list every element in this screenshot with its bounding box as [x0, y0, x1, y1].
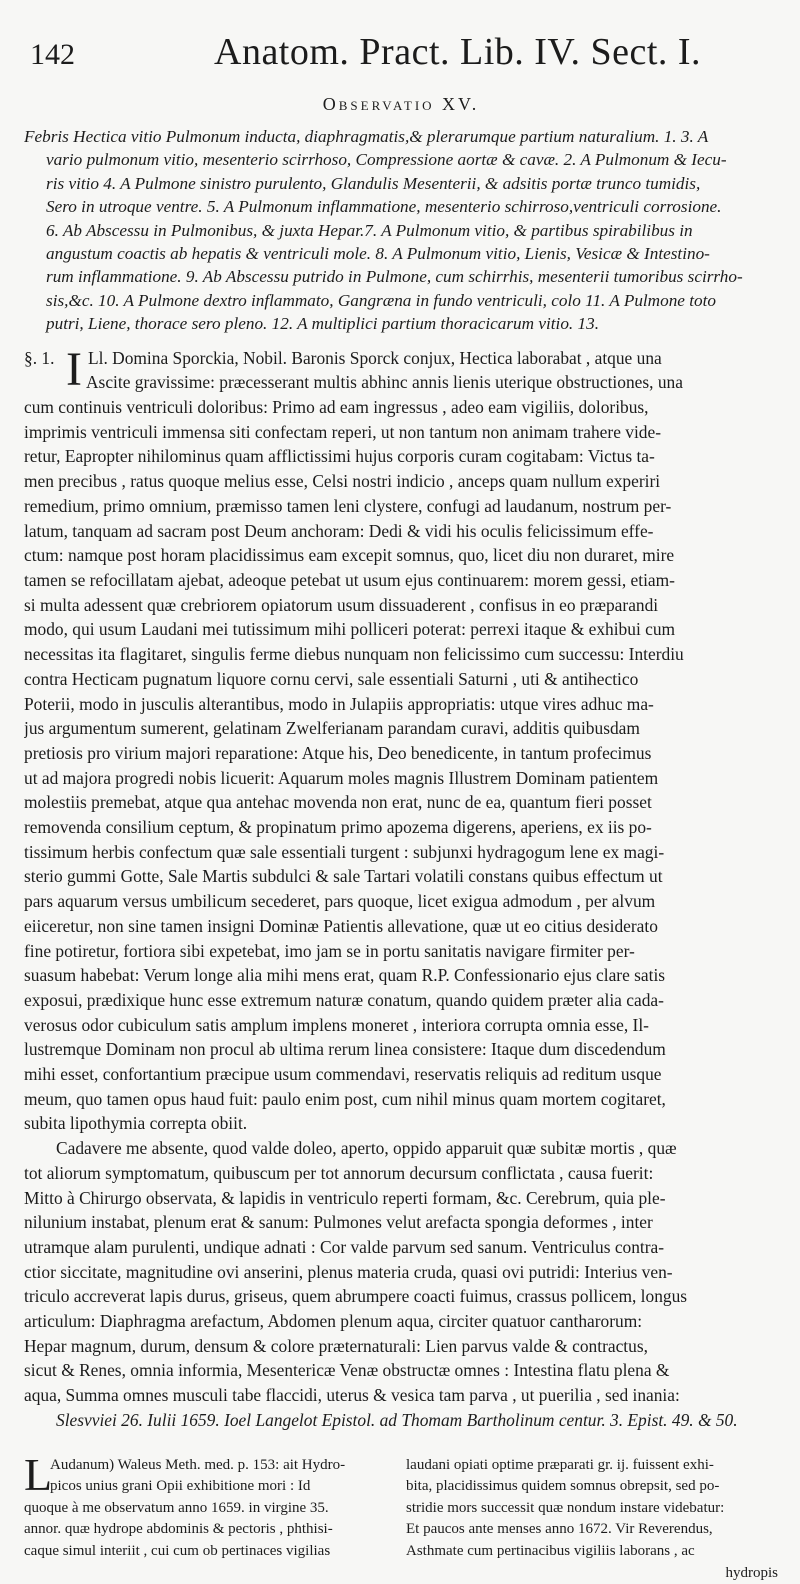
text-line: ut ad majora progredi nobis licuerit: Aquarum moles magnis Illustrem Dominam patientem — [24, 767, 659, 788]
text-line: Ll. Domina Sporckia, Nobil. Baronis Sporck conjux, Hectica laborabat , atque una — [88, 347, 662, 368]
text-line: meum, quo tamen opus haud fuit: paulo enim post, cum nihil minus quam mortem cogitaret, — [24, 1088, 666, 1109]
text-line: Cadavere me absente, quod valde doleo, aperto, oppido apparuit quæ subitæ mortis , quæ — [56, 1138, 677, 1159]
text-line: modo, qui usum Laudani mei tutissimum mihi polliceri poterat: perrexi itaque & exhibui cum — [24, 619, 676, 640]
text-line: laudani opiati optime præparati gr. ij. fuissent exhi- — [406, 1456, 714, 1473]
text-line: vario pulmonum vitio, mesenterio scirrhoso, Compressione aortæ & cavæ. 2. A Pulmonum & Iecu- — [46, 150, 727, 170]
text-line: tamen se refocillatam ajebat, adeoque petebat ut usum ejus continuarem: morem gessi, etiam- — [24, 569, 675, 590]
text-line: Audanum) Waleus Meth. med. p. 153: ait Hydro- — [50, 1456, 346, 1473]
text-line: Et paucos ante menses anno 1672. Vir Reverendus, — [406, 1521, 713, 1538]
text-line: nilunium instabat, plenum erat & sanum: Pulmones velut arefacta spongia deformes , inter — [24, 1212, 653, 1233]
catchword: hydropis — [725, 1564, 778, 1581]
text-line: Ascite gravissime: præcesserant multis abhinc annis lienis uterique obstructiones, una — [86, 372, 683, 393]
footnote-drop-cap: L — [24, 1448, 53, 1500]
text-line: sicut & Renes, omnia informia, Mesentericæ Venæ obstructæ omnes : Intestina flatu plena & — [24, 1360, 670, 1381]
text-line: suasum habebat: Verum longe alia mihi mens erat, quam R.P. Confessionario ejus clare satis — [24, 965, 666, 986]
text-line: triculo accreverat lapis durus, griseus, quem abrumpere coacti fuimus, crassus pollicem, longus — [24, 1286, 688, 1307]
text-line: fine potiretur, fortiora sibi expetebat, imo jam se in portu sanitatis navigare firmiter per- — [24, 940, 635, 961]
text-line: rum inflammatione. 9. Ab Abscessu putrido in Pulmone, cum schirrhis, mesenterii tumoribus scirrho- — [46, 267, 743, 287]
text-line: articulum: Diaphragma arefactum, Abdomen plenum aqua, circiter quatuor cantharorum: — [24, 1311, 643, 1332]
running-title: Anatom. Pract. Lib. IV. Sect. I. — [214, 31, 702, 73]
text-line: sterio gummi Gotte, Sale Martis subdulci & sale Tartari volatili constans quibus effectum ut — [24, 866, 663, 887]
text-line: necessitas ita flagitaret, singulis ferme diebus nunquam non felicissimo cum successu: Interdiu — [24, 644, 684, 665]
footnote-left-column — [24, 1448, 396, 1584]
text-line: si multa adessent quæ crebriorem opiatorum usum dissuaderent , confisus in eo præparandi — [24, 594, 659, 615]
text-line: eiiceretur, non sine tamen insigni Dominæ Patientis allevatione, quæ ut eo citius desiderato — [24, 915, 658, 936]
text-line: utramque alam purulenti, undique adnati : Cor valde parvum sed sanum. Ventriculus contra- — [24, 1236, 665, 1257]
observation-heading: Observatio XV. — [322, 94, 480, 114]
text-line: cum continuis ventriculi doloribus: Primo ad eam ingressus , adeo eam vigiliis, doloribus, — [24, 397, 649, 418]
text-line: angustum coactis ab hepatis & ventriculi mole. 8. A Pulmonum vitio, Lienis, Vesicæ & Intestino- — [46, 244, 710, 264]
text-line: ris vitio 4. A Pulmone sinistro purulento, Glandulis Mesenterii, & adsitis portæ trunco tumidis, — [46, 173, 701, 193]
observation-summary — [24, 125, 778, 336]
text-line: verosus odor cubiculum satis amplum implens moneret , interiora corrupta omnia esse, Il- — [24, 1014, 649, 1035]
text-line: removenda consilium ceptum, & propinatum primo apozema digerens, aperiens, ex iis po- — [24, 817, 652, 838]
text-line: exposui, prædixique hunc esse extremum naturæ conatum, quando quidem præter alia cada- — [24, 989, 664, 1010]
text-line: bita, placidissimus quidem somnus obrepsit, sed po- — [406, 1478, 720, 1495]
text-line: remedium, primo omnium, præmisso tamen leni clystere, confugi ad laudanum, nostrum per- — [24, 495, 672, 516]
text-line: putri, Liene, thorace sero pleno. 12. A multiplici partium thoracicarum vitio. 13. — [46, 314, 599, 334]
page-number: 142 — [30, 38, 75, 71]
text-line: mihi esset, confortantium præcipue usum commendavi, reservatis reliquis ad reditum usque — [24, 1064, 662, 1085]
section-mark: §. 1. — [24, 347, 55, 368]
text-line: lustremque Dominam non procul ab ultima rerum linea consistere: Itaque dum discedendum — [24, 1039, 666, 1060]
section-body — [24, 342, 778, 1433]
text-line: Poterii, modo in jusculis alterantibus, modo in Julapiis appropriatis: utque vires adhuc ma- — [24, 693, 654, 714]
text-line: aqua, Summa omnes musculi tabe flaccidi, uterus & vesica tam parva , ut puerilia , sed inania: — [24, 1385, 680, 1406]
text-line: 6. Ab Abscessu in Pulmonibus, & juxta Hepar.7. A Pulmonum vitio, & partibus spirabilibus in — [46, 220, 693, 240]
text-line: Hepar magnum, durum, densum & colore præternaturali: Lien parvus valde & contractus, — [24, 1335, 648, 1356]
text-line: retur, Eapropter nihilominus quam afflictissimi hujus corporis curam cogitabam: Victus ta- — [24, 446, 655, 467]
drop-cap: I — [66, 342, 82, 396]
text-line: molestiis premebat, atque qua antehac movenda non erat, nunc de ea, quantum fieri posset — [24, 792, 652, 813]
text-line: Mitto à Chirurgo observata, & lapidis in ventriculo reperti formam, &c. Cerebrum, quia ple- — [24, 1187, 666, 1208]
text-line: imprimis ventriculi immensa siti confectam reperi, ut non tantum non animam trahere vide- — [24, 421, 661, 442]
text-line: contra Hecticam pugnatum liquore cornu cervi, sale essentiali Saturni , uti & antihectico — [24, 668, 639, 689]
text-line: tissimum herbis confectum quæ sale essentiali turgent : subjunxi hydragogum lene ex magi- — [24, 841, 665, 862]
text-line: annor. quæ hydrope abdominis & pectoris , phthisi- — [24, 1521, 333, 1538]
footnote-right-column — [406, 1455, 778, 1584]
text-line: jus argumentum sumerent, gelatinam Zwelferianam parandam curavi, additis quibusdam — [24, 718, 640, 739]
text-line: tot aliorum symptomatum, quibuscum per tot annorum decursum conflictata , causa fuerit: — [24, 1162, 654, 1183]
footnotes — [24, 1448, 778, 1584]
text-line: subita lipothymia correpta obiit. — [24, 1113, 248, 1134]
text-line: ctior siccitate, magnitudine ovi anserini, plenus materia cruda, quasi ovi putridi: Interius ven- — [24, 1261, 673, 1282]
text-line: pretiosis pro virium majori reparatione: Atque his, Deo benedicente, in tantum profecimus — [24, 742, 652, 763]
text-line: men precibus , ratus quoque melius esse, Celsi nostri indicio , anceps quam nullum experiri — [24, 471, 661, 492]
text-line: ctum: namque post horam placidissimus eam excepit somnus, quo, licet diu non duraret, mire — [24, 545, 675, 566]
text-line: Sero in utroque ventre. 5. A Pulmonum inflammatione, mesenterio schirroso,ventriculi corrosione. — [46, 197, 722, 217]
running-head — [24, 14, 778, 80]
text-line: pars aquarum versus umbilicum secederet, pars quoque, licet exigua admodum , per alvum — [24, 891, 656, 912]
text-line: caque simul interiit , cui cum ob pertinaces vigilias — [24, 1542, 331, 1559]
text-line: picos unius grani Opii exhibitione mori : Id — [50, 1478, 311, 1495]
text-line: Febris Hectica vitio Pulmonum inducta, diaphragmatis,& plerarumque partium naturalium. 1. 3. A — [24, 127, 709, 146]
text-line: quoque à me observatum anno 1659. in virgine 35. — [24, 1499, 329, 1516]
text-line: Asthmate cum pertinacibus vigiliis laborans , ac — [406, 1542, 695, 1559]
signature-line: Slesvviei 26. Iulii 1659. Ioel Langelot Epistol. ad Thomam Bartholinum centur. 3. Epist. 49. & 50. — [56, 1409, 738, 1430]
text-line: sis,&c. 10. A Pulmone dextro inflammato, Gangræna in fundo ventriculi, colo 11. A Pulmone toto — [46, 290, 716, 310]
text-line: latum, tanquam ad sacram post Deum anchoram: Dedi & vidi his oculis felicissimum effe- — [24, 520, 654, 541]
text-line: stridie mors successit quæ nondum instare videbatur: — [406, 1499, 725, 1516]
